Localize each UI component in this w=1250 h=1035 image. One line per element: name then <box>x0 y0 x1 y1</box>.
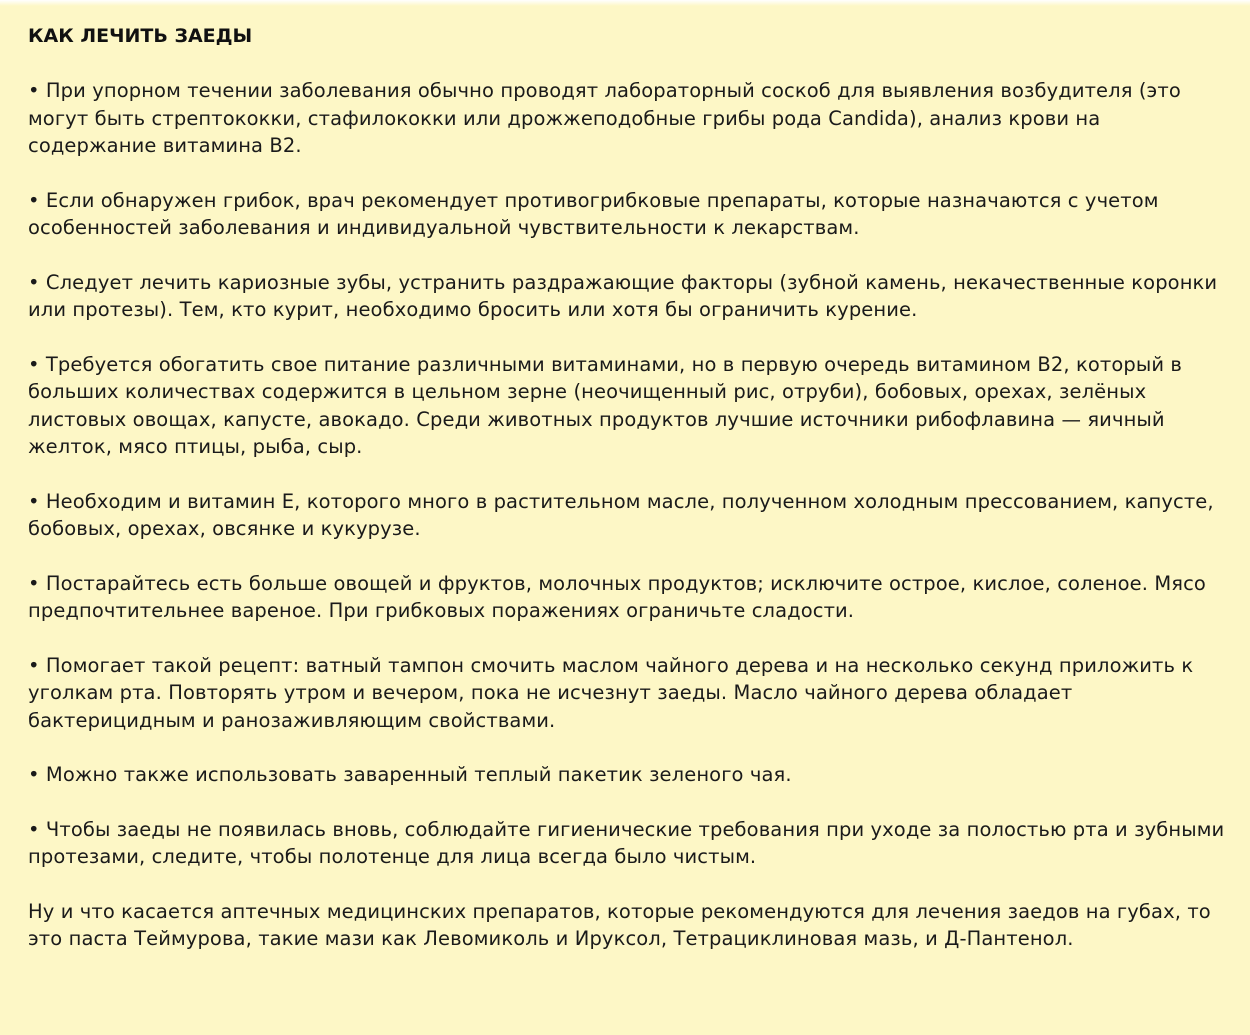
paragraph-vitamin-b2: • Требуется обогатить свое питание различными витаминами, но в первую очередь витамином В2, который в больших количествах содержится в цельном зерне (неочищенный рис, отруби), бобовых, орехах, зелёных листовых овощах, капусте, авокадо. Среди животных продуктов лучшие источники рибофлавина — яичный желток, мясо птицы, рыба, сыр. <box>28 352 1183 458</box>
article-body <box>28 22 1234 953</box>
paragraph-antifungal: • Если обнаружен грибок, врач рекомендует противогрибковые препараты, которые назначаются с учетом особенностей заболевания и индивидуальной чувствительности к лекарствам. <box>28 188 1159 239</box>
paragraph-vitamin-e: • Необходим и витамин Е, которого много в растительном масле, полученном холодным прессованием, капусте, бобовых, орехах, овсянке и кукурузе. <box>28 489 1214 540</box>
paragraph-hygiene: • Чтобы заеды не появилась вновь, соблюдайте гигиенические требования при уходе за полостью рта и зубными протезами, следите, чтобы полотенце для лица всегда было чистым. <box>28 817 1225 868</box>
page-title: КАК ЛЕЧИТЬ ЗАЕДЫ <box>28 25 253 47</box>
paragraph-green-tea: • Можно также использовать заваренный теплый пакетик зеленого чая. <box>28 763 792 786</box>
paragraph-diet: • Постарайтесь есть больше овощей и фруктов, молочных продуктов; исключите острое, кислое, соленое. Мясо предпочтительнее вареное. При грибковых поражениях ограничьте сладости. <box>28 571 1206 622</box>
paragraph-lab-tests: • При упорном течении заболевания обычно проводят лабораторный соскоб для выявления возбудителя (это могут быть стрептококки, стафилококки или дрожжеподобные грибы рода Candida), анализ крови на содержание витамина В2. <box>28 79 1181 157</box>
paragraph-tea-tree-oil: • Помогает такой рецепт: ватный тампон смочить маслом чайного дерева и на несколько секунд приложить к уголкам рта. Повторять утром и вечером, пока не исчезнут заеды. Масло чайного дерева обладает бактерицидным и ранозаживляющим свойствами. <box>28 653 1194 732</box>
paragraph-pharmacy-remedies: Ну и что касается аптечных медицинских препаратов, которые рекомендуются для лечения заедов на губах, то это паста Теймурова, такие мази как Левомиколь и Ируксол, Тетрациклиновая мазь, и Д-Пантенол. <box>28 899 1211 950</box>
paragraph-dental-care: • Следует лечить кариозные зубы, устранить раздражающие факторы (зубной камень, некачественные коронки или протезы). Тем, кто курит, необходимо бросить или хотя бы ограничить курение. <box>28 270 1218 321</box>
top-edge-fade <box>0 0 1250 6</box>
